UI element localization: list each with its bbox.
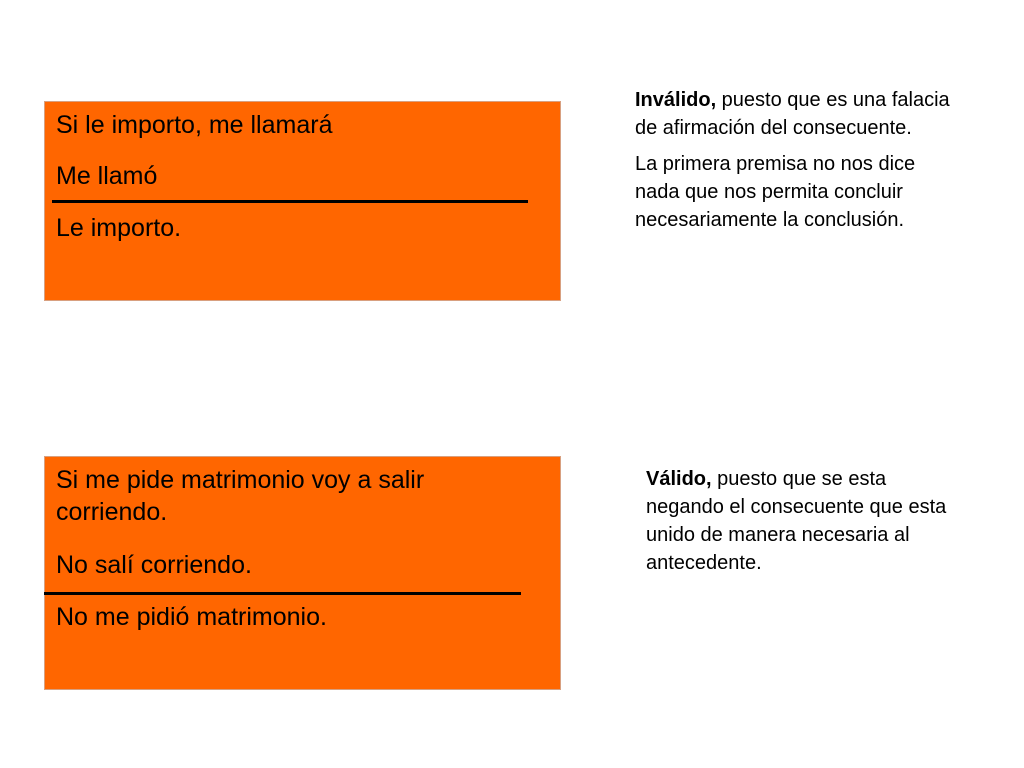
- premise-1-text: Si me pide matrimonio voy a salir corriendo.: [56, 466, 425, 526]
- verdict-explanation: puesto que se esta negando el consecuente que esta unido de manera necesaria al antecedente.: [646, 468, 947, 574]
- premise-1-text: Si le importo, me llamará: [56, 111, 333, 139]
- verdict-1: [635, 86, 965, 234]
- conclusion-divider: [52, 200, 528, 203]
- verdict-label: Válido,: [646, 468, 712, 490]
- conclusion-divider: [44, 592, 521, 595]
- conclusion-text: Le importo.: [56, 214, 182, 242]
- premise-2-text: Me llamó: [56, 162, 158, 190]
- verdict-explanation: puesto que es una falacia de afirmación del consecuente.: [635, 89, 950, 139]
- verdict-label: Inválido,: [635, 89, 717, 111]
- premise-2-text: No salí corriendo.: [56, 551, 252, 579]
- conclusion-text: No me pidió matrimonio.: [56, 603, 327, 631]
- verdict-note: La primera premisa no nos dice nada que nos permita concluir necesariamente la conclusión.: [635, 153, 916, 231]
- verdict-2: [646, 465, 966, 577]
